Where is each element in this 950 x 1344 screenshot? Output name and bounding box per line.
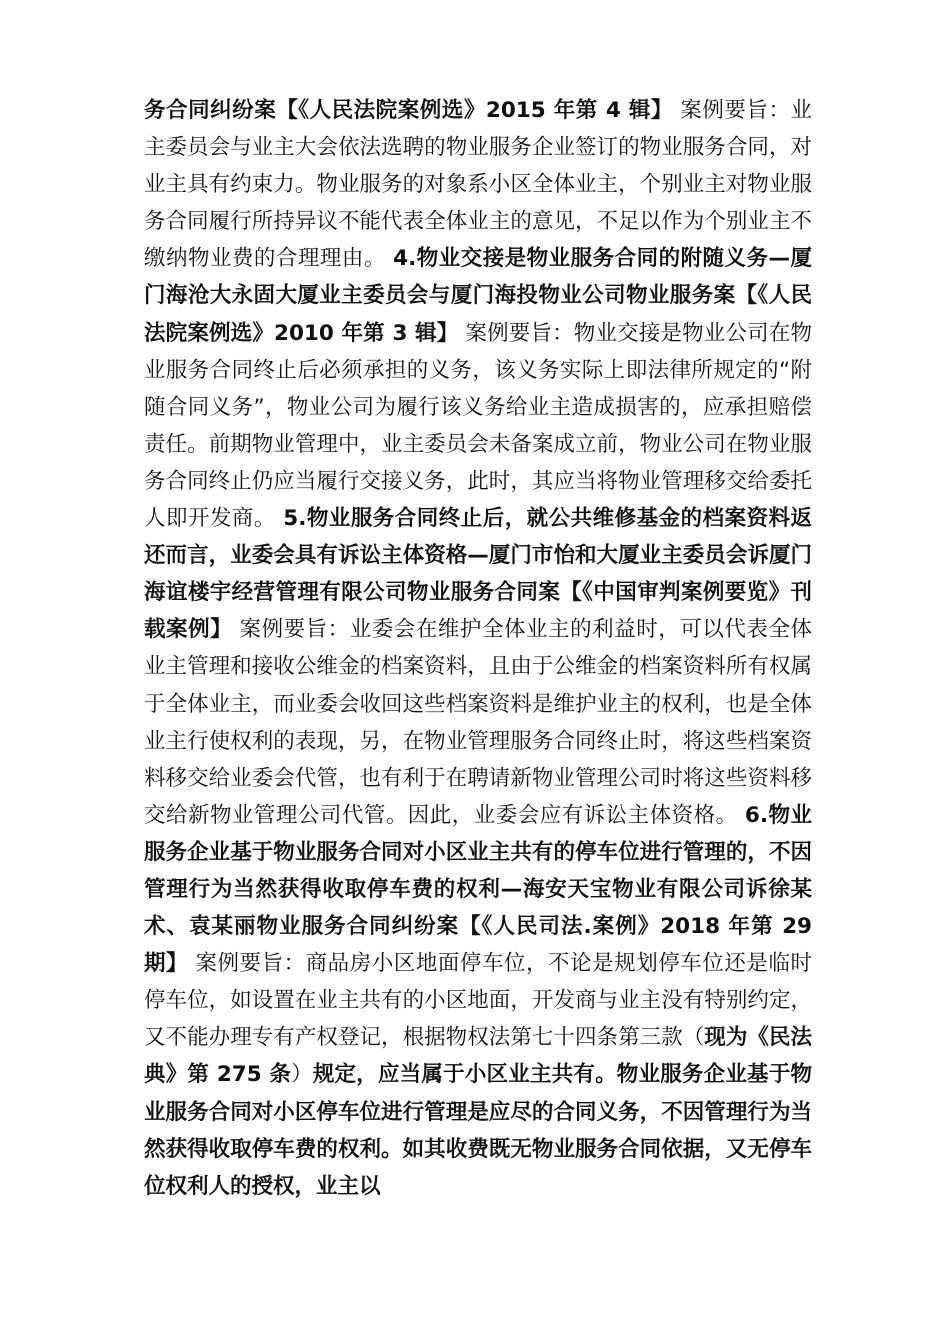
case-summary-4: 案例要旨：物业交接是物业公司在物业服务合同终止后必须承担的义务，该义务实际上即法律所规定的“附随合同义务”，物业公司为履行该义务给业主造成损害的，应承担赔偿责任。前期物业管理中，业主委员会未备案成立前，物业公司在物业服务合同终止仍应当履行交接义务，此时，其应当将物业管理移交给委托人即开发商。 [144, 320, 812, 532]
case-summary-6-intro: 案例要旨：商品房小区地面停车位，不论是规划停车位还是临时停车位，如设置在业主共有的小区地面，开发商与业主没有特别约定，又不能办理专有产权登记，根据物权法第七十四条第三款（ [144, 951, 812, 1051]
case-summary-3: 案例要旨：业主委员会与业主大会依法选聘的物业服务企业签订的物业服务合同，对业主具有约束力。物业服务的对象系小区全体业主，个别业主对物业服务合同履行所持异议不能代表全体业主的意见，不足以作为个别业主不缴纳物业费的合理理由。 [144, 98, 812, 272]
case-heading-4: 4.物业交接是物业服务合同的附随义务—厦门海沧大永固大厦业主委员会与厦门海投物业公司物业服务案【《人民法院案例选》2010 年第 3 辑】 [144, 246, 812, 346]
civil-code-reference: 现为《民法典》第 275 条 [144, 1025, 812, 1088]
case-heading-5: 5.物业服务合同终止后，就公共维修基金的档案资料返还而言，业委会具有诉讼主体资格—厦门市怡和大厦业主委员会诉厦门海谊楼宇经营管理有限公司物业服务合同案【《中国审判案例要览》刊载案例】 [144, 506, 812, 643]
body-paragraph [144, 92, 812, 1205]
case-heading-6: 6.物业服务企业基于物业服务合同对小区业主共有的停车位进行管理的，不因管理行为当然获得收取停车费的权利—海安天宝物业有限公司诉徐某术、袁某丽物业服务合同纠纷案【《人民司法.案例》2018 年第 29 期】 [144, 802, 812, 977]
case-summary-6-emphasis: 规定，应当属于小区业主共有。物业服务企业基于物业服务合同对小区停车位进行管理是应尽的合同义务，不因管理行为当然获得收取停车费的权利。如其收费既无物业服务合同依据，又无停车位权利人的授权，业主以 [144, 1062, 812, 1199]
case-citation-3-tail: 务合同纠纷案【《人民法院案例选》2015 年第 4 辑】 [144, 98, 673, 123]
closing-parenthesis: ） [291, 1062, 313, 1088]
case-summary-5: 案例要旨：业委会在维护全体业主的利益时，可以代表全体业主管理和接收公维金的档案资料，且由于公维金的档案资料所有权属于全体业主，而业委会收回这些档案资料是维护业主的权利，也是全体业主行使权利的表现，另，在物业管理服务合同终止时，将这些档案资料移交给业委会代管，也有利于在聘请新物业管理公司时将这些资料移交给新物业管理公司代管。因此，业委会应有诉讼主体资格。 [144, 617, 812, 828]
